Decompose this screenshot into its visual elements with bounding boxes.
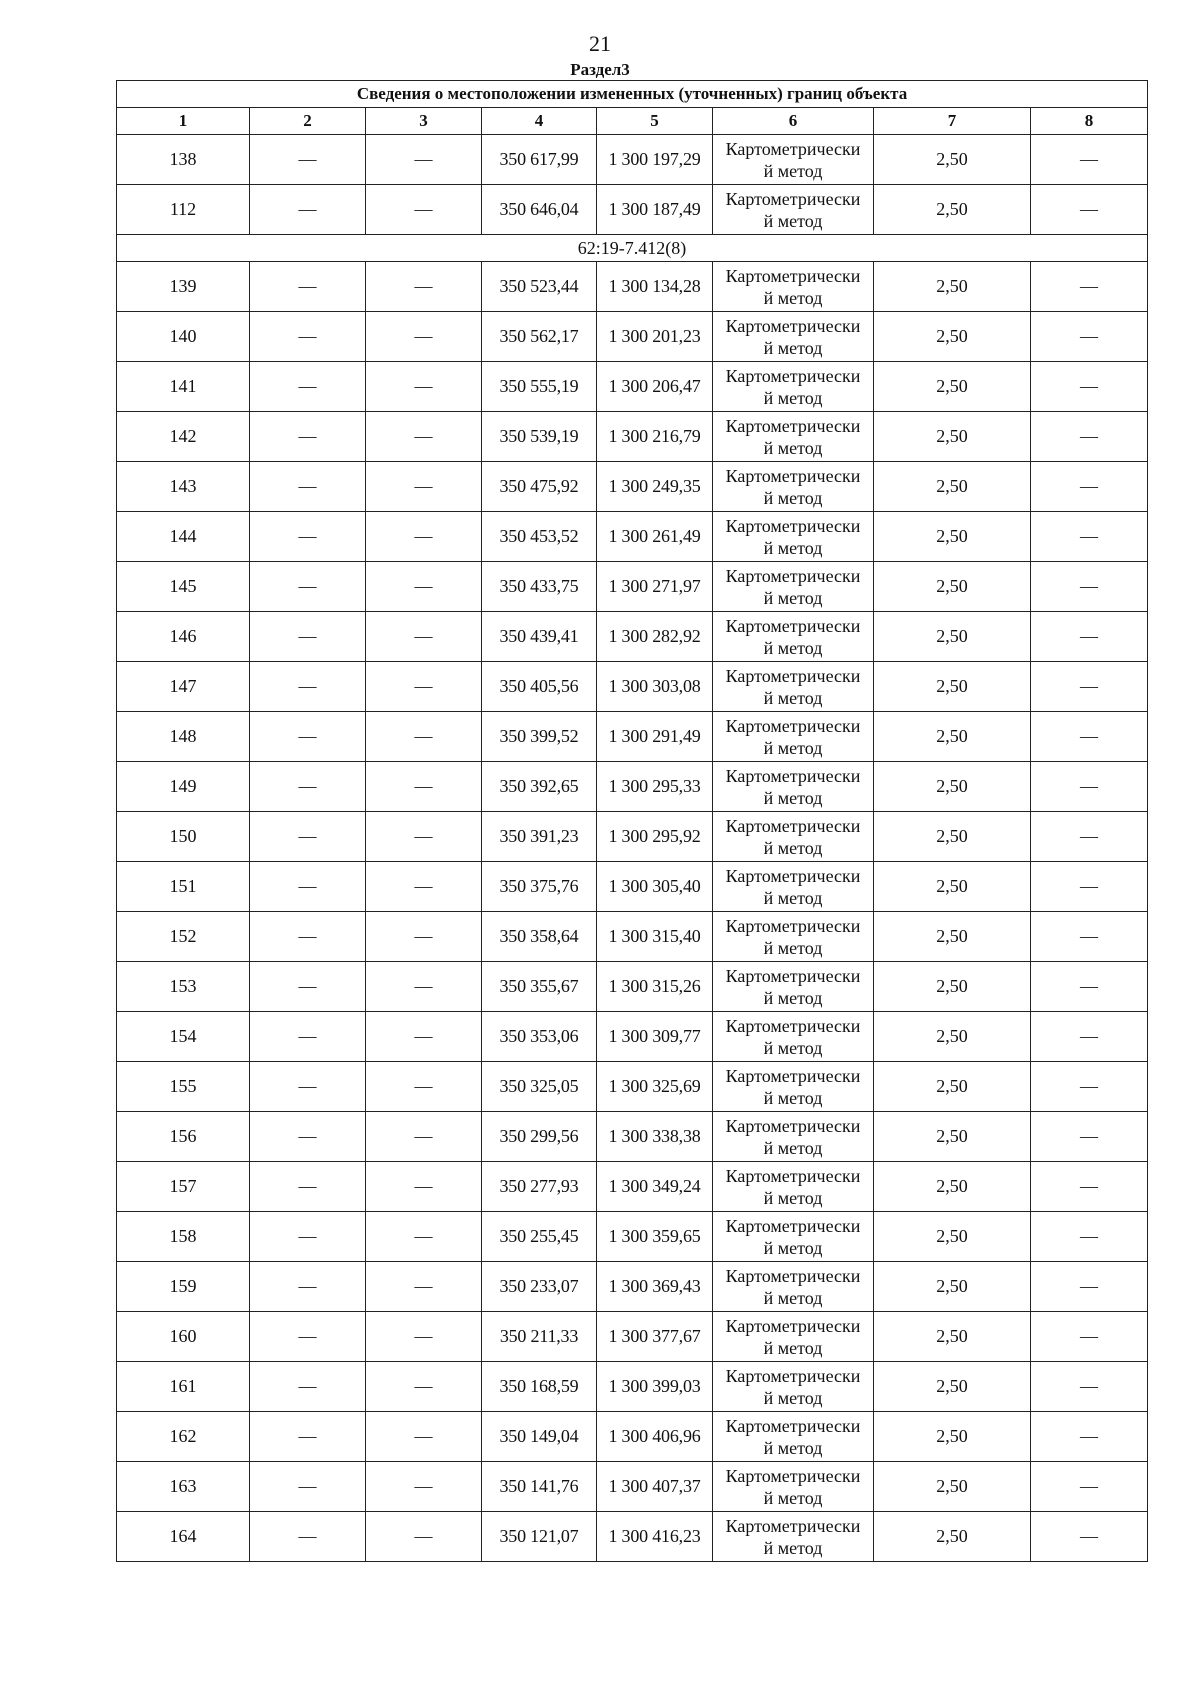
col2-cell: —: [250, 862, 366, 912]
x-coordinate-cell: 350 453,52: [482, 512, 597, 562]
y-coordinate-cell: 1 300 377,67: [597, 1312, 713, 1362]
method-cell: Картометрически й метод: [713, 862, 874, 912]
col2-cell: —: [250, 512, 366, 562]
x-coordinate-cell: 350 255,45: [482, 1212, 597, 1262]
column-header-row: [117, 108, 1148, 135]
method-cell: Картометрически й метод: [713, 712, 874, 762]
col2-cell: —: [250, 1362, 366, 1412]
y-coordinate-cell: 1 300 197,29: [597, 135, 713, 185]
y-coordinate-cell: 1 300 359,65: [597, 1212, 713, 1262]
y-coordinate-cell: 1 300 201,23: [597, 312, 713, 362]
col8-cell: —: [1031, 1112, 1148, 1162]
point-number-cell: 139: [117, 262, 250, 312]
col2-cell: —: [250, 1012, 366, 1062]
x-coordinate-cell: 350 353,06: [482, 1012, 597, 1062]
accuracy-cell: 2,50: [874, 1362, 1031, 1412]
x-coordinate-cell: 350 211,33: [482, 1312, 597, 1362]
x-coordinate-cell: 350 355,67: [482, 962, 597, 1012]
col8-cell: —: [1031, 1062, 1148, 1112]
accuracy-cell: 2,50: [874, 1012, 1031, 1062]
col2-cell: —: [250, 412, 366, 462]
method-cell: Картометрически й метод: [713, 135, 874, 185]
y-coordinate-cell: 1 300 134,28: [597, 262, 713, 312]
col3-cell: —: [366, 662, 482, 712]
point-number-cell: 138: [117, 135, 250, 185]
table-row: [117, 262, 1148, 312]
accuracy-cell: 2,50: [874, 462, 1031, 512]
point-number-cell: 148: [117, 712, 250, 762]
col3-cell: —: [366, 1112, 482, 1162]
accuracy-cell: 2,50: [874, 912, 1031, 962]
table-row: [117, 1512, 1148, 1562]
x-coordinate-cell: 350 439,41: [482, 612, 597, 662]
col8-cell: —: [1031, 862, 1148, 912]
table-row: [117, 1112, 1148, 1162]
point-number-cell: 157: [117, 1162, 250, 1212]
point-number-cell: 140: [117, 312, 250, 362]
table-row: [117, 362, 1148, 412]
col3-cell: —: [366, 362, 482, 412]
col8-cell: —: [1031, 1412, 1148, 1462]
method-cell: Картометрически й метод: [713, 1212, 874, 1262]
col2-cell: —: [250, 1412, 366, 1462]
table-row: [117, 1262, 1148, 1312]
col3-cell: —: [366, 1062, 482, 1112]
accuracy-cell: 2,50: [874, 512, 1031, 562]
col8-cell: —: [1031, 1512, 1148, 1562]
col8-cell: —: [1031, 512, 1148, 562]
col8-cell: —: [1031, 1212, 1148, 1262]
col3-cell: —: [366, 512, 482, 562]
col2-cell: —: [250, 135, 366, 185]
col2-cell: —: [250, 962, 366, 1012]
method-cell: Картометрически й метод: [713, 1462, 874, 1512]
col3-cell: —: [366, 1012, 482, 1062]
table-caption: Сведения о местоположении измененных (уточненных) границ объекта: [117, 81, 1148, 108]
col8-cell: —: [1031, 135, 1148, 185]
method-cell: Картометрически й метод: [713, 412, 874, 462]
accuracy-cell: 2,50: [874, 862, 1031, 912]
point-number-cell: 161: [117, 1362, 250, 1412]
col3-cell: —: [366, 312, 482, 362]
point-number-cell: 159: [117, 1262, 250, 1312]
x-coordinate-cell: 350 433,75: [482, 562, 597, 612]
y-coordinate-cell: 1 300 206,47: [597, 362, 713, 412]
table-row: [117, 1462, 1148, 1512]
table-row: [117, 412, 1148, 462]
col2-cell: —: [250, 185, 366, 235]
col3-cell: —: [366, 462, 482, 512]
table-row: [117, 1362, 1148, 1412]
page-number: 21: [589, 31, 611, 56]
y-coordinate-cell: 1 300 325,69: [597, 1062, 713, 1112]
col2-cell: —: [250, 662, 366, 712]
y-coordinate-cell: 1 300 309,77: [597, 1012, 713, 1062]
method-cell: Картометрически й метод: [713, 1162, 874, 1212]
accuracy-cell: 2,50: [874, 1262, 1031, 1312]
col8-cell: —: [1031, 1262, 1148, 1312]
col8-cell: —: [1031, 662, 1148, 712]
col2-cell: —: [250, 712, 366, 762]
table-row: [117, 312, 1148, 362]
col2-cell: —: [250, 1062, 366, 1112]
table-row: [117, 1212, 1148, 1262]
y-coordinate-cell: 1 300 271,97: [597, 562, 713, 612]
col2-cell: —: [250, 912, 366, 962]
method-cell: Картометрически й метод: [713, 762, 874, 812]
table-row: [117, 962, 1148, 1012]
y-coordinate-cell: 1 300 305,40: [597, 862, 713, 912]
table-row: [117, 762, 1148, 812]
col8-cell: —: [1031, 262, 1148, 312]
method-cell: Картометрически й метод: [713, 812, 874, 862]
method-cell: Картометрически й метод: [713, 612, 874, 662]
table-row: [117, 1312, 1148, 1362]
point-number-cell: 144: [117, 512, 250, 562]
method-cell: Картометрически й метод: [713, 1512, 874, 1562]
x-coordinate-cell: 350 168,59: [482, 1362, 597, 1412]
accuracy-cell: 2,50: [874, 812, 1031, 862]
y-coordinate-cell: 1 300 295,92: [597, 812, 713, 862]
col8-cell: —: [1031, 1362, 1148, 1412]
point-number-cell: 155: [117, 1062, 250, 1112]
y-coordinate-cell: 1 300 291,49: [597, 712, 713, 762]
column-header-4: 4: [482, 108, 597, 135]
table-row: [117, 185, 1148, 235]
accuracy-cell: 2,50: [874, 362, 1031, 412]
col3-cell: —: [366, 712, 482, 762]
x-coordinate-cell: 350 121,07: [482, 1512, 597, 1562]
method-cell: Картометрически й метод: [713, 1412, 874, 1462]
point-number-cell: 146: [117, 612, 250, 662]
table-row: [117, 862, 1148, 912]
accuracy-cell: 2,50: [874, 662, 1031, 712]
y-coordinate-cell: 1 300 338,38: [597, 1112, 713, 1162]
col3-cell: —: [366, 1412, 482, 1462]
accuracy-cell: 2,50: [874, 1312, 1031, 1362]
point-number-cell: 147: [117, 662, 250, 712]
col3-cell: —: [366, 562, 482, 612]
column-header-2: 2: [250, 108, 366, 135]
col3-cell: —: [366, 262, 482, 312]
method-cell: Картометрически й метод: [713, 1312, 874, 1362]
table-row: [117, 135, 1148, 185]
x-coordinate-cell: 350 391,23: [482, 812, 597, 862]
column-header-1: 1: [117, 108, 250, 135]
table-row: [117, 512, 1148, 562]
y-coordinate-cell: 1 300 315,40: [597, 912, 713, 962]
method-cell: Картометрически й метод: [713, 912, 874, 962]
accuracy-cell: 2,50: [874, 762, 1031, 812]
method-cell: Картометрически й метод: [713, 1062, 874, 1112]
point-number-cell: 156: [117, 1112, 250, 1162]
col3-cell: —: [366, 812, 482, 862]
accuracy-cell: 2,50: [874, 1112, 1031, 1162]
y-coordinate-cell: 1 300 295,33: [597, 762, 713, 812]
table-row: [117, 612, 1148, 662]
point-number-cell: 153: [117, 962, 250, 1012]
group-label: 62:19-7.412(8): [117, 235, 1148, 262]
point-number-cell: 158: [117, 1212, 250, 1262]
table-row: [117, 712, 1148, 762]
table-row: [117, 1012, 1148, 1062]
accuracy-cell: 2,50: [874, 262, 1031, 312]
col2-cell: —: [250, 462, 366, 512]
y-coordinate-cell: 1 300 249,35: [597, 462, 713, 512]
y-coordinate-cell: 1 300 349,24: [597, 1162, 713, 1212]
col3-cell: —: [366, 612, 482, 662]
col2-cell: —: [250, 1212, 366, 1262]
accuracy-cell: 2,50: [874, 1062, 1031, 1112]
col3-cell: —: [366, 962, 482, 1012]
x-coordinate-cell: 350 299,56: [482, 1112, 597, 1162]
point-number-cell: 149: [117, 762, 250, 812]
col8-cell: —: [1031, 312, 1148, 362]
point-number-cell: 152: [117, 912, 250, 962]
col8-cell: —: [1031, 762, 1148, 812]
method-cell: Картометрически й метод: [713, 362, 874, 412]
col2-cell: —: [250, 1512, 366, 1562]
accuracy-cell: 2,50: [874, 1162, 1031, 1212]
col8-cell: —: [1031, 1012, 1148, 1062]
col2-cell: —: [250, 812, 366, 862]
col8-cell: —: [1031, 962, 1148, 1012]
col3-cell: —: [366, 135, 482, 185]
table-body: [117, 135, 1148, 1562]
method-cell: Картометрически й метод: [713, 462, 874, 512]
col3-cell: —: [366, 412, 482, 462]
table-row: [117, 1062, 1148, 1112]
y-coordinate-cell: 1 300 187,49: [597, 185, 713, 235]
method-cell: Картометрически й метод: [713, 1262, 874, 1312]
table-row: [117, 1412, 1148, 1462]
col3-cell: —: [366, 862, 482, 912]
x-coordinate-cell: 350 358,64: [482, 912, 597, 962]
y-coordinate-cell: 1 300 407,37: [597, 1462, 713, 1512]
column-header-3: 3: [366, 108, 482, 135]
x-coordinate-cell: 350 539,19: [482, 412, 597, 462]
x-coordinate-cell: 350 392,65: [482, 762, 597, 812]
table-row: [117, 812, 1148, 862]
col3-cell: —: [366, 1162, 482, 1212]
point-number-cell: 145: [117, 562, 250, 612]
x-coordinate-cell: 350 149,04: [482, 1412, 597, 1462]
col8-cell: —: [1031, 562, 1148, 612]
col8-cell: —: [1031, 712, 1148, 762]
accuracy-cell: 2,50: [874, 562, 1031, 612]
x-coordinate-cell: 350 617,99: [482, 135, 597, 185]
col3-cell: —: [366, 912, 482, 962]
y-coordinate-cell: 1 300 399,03: [597, 1362, 713, 1412]
x-coordinate-cell: 350 562,17: [482, 312, 597, 362]
col3-cell: —: [366, 762, 482, 812]
method-cell: Картометрически й метод: [713, 1112, 874, 1162]
group-row: [117, 235, 1148, 262]
col2-cell: —: [250, 1112, 366, 1162]
section-title: Раздел3: [570, 60, 630, 79]
y-coordinate-cell: 1 300 261,49: [597, 512, 713, 562]
column-header-6: 6: [713, 108, 874, 135]
method-cell: Картометрически й метод: [713, 185, 874, 235]
table-row: [117, 662, 1148, 712]
y-coordinate-cell: 1 300 315,26: [597, 962, 713, 1012]
point-number-cell: 164: [117, 1512, 250, 1562]
x-coordinate-cell: 350 233,07: [482, 1262, 597, 1312]
accuracy-cell: 2,50: [874, 962, 1031, 1012]
point-number-cell: 142: [117, 412, 250, 462]
accuracy-cell: 2,50: [874, 1212, 1031, 1262]
col2-cell: —: [250, 262, 366, 312]
column-header-5: 5: [597, 108, 713, 135]
accuracy-cell: 2,50: [874, 412, 1031, 462]
col8-cell: —: [1031, 185, 1148, 235]
accuracy-cell: 2,50: [874, 1512, 1031, 1562]
col8-cell: —: [1031, 362, 1148, 412]
col3-cell: —: [366, 185, 482, 235]
col8-cell: —: [1031, 912, 1148, 962]
col8-cell: —: [1031, 1312, 1148, 1362]
accuracy-cell: 2,50: [874, 135, 1031, 185]
col2-cell: —: [250, 562, 366, 612]
x-coordinate-cell: 350 277,93: [482, 1162, 597, 1212]
x-coordinate-cell: 350 405,56: [482, 662, 597, 712]
point-number-cell: 141: [117, 362, 250, 412]
x-coordinate-cell: 350 523,44: [482, 262, 597, 312]
method-cell: Картометрически й метод: [713, 562, 874, 612]
point-number-cell: 163: [117, 1462, 250, 1512]
col3-cell: —: [366, 1462, 482, 1512]
y-coordinate-cell: 1 300 369,43: [597, 1262, 713, 1312]
col3-cell: —: [366, 1312, 482, 1362]
method-cell: Картометрически й метод: [713, 1012, 874, 1062]
method-cell: Картометрически й метод: [713, 1362, 874, 1412]
col2-cell: —: [250, 312, 366, 362]
point-number-cell: 160: [117, 1312, 250, 1362]
col2-cell: —: [250, 1262, 366, 1312]
col3-cell: —: [366, 1512, 482, 1562]
method-cell: Картометрически й метод: [713, 962, 874, 1012]
point-number-cell: 162: [117, 1412, 250, 1462]
col8-cell: —: [1031, 462, 1148, 512]
x-coordinate-cell: 350 141,76: [482, 1462, 597, 1512]
col2-cell: —: [250, 612, 366, 662]
col2-cell: —: [250, 762, 366, 812]
point-number-cell: 143: [117, 462, 250, 512]
accuracy-cell: 2,50: [874, 712, 1031, 762]
method-cell: Картометрически й метод: [713, 662, 874, 712]
col3-cell: —: [366, 1212, 482, 1262]
y-coordinate-cell: 1 300 282,92: [597, 612, 713, 662]
x-coordinate-cell: 350 375,76: [482, 862, 597, 912]
accuracy-cell: 2,50: [874, 312, 1031, 362]
x-coordinate-cell: 350 475,92: [482, 462, 597, 512]
accuracy-cell: 2,50: [874, 612, 1031, 662]
method-cell: Картометрически й метод: [713, 512, 874, 562]
y-coordinate-cell: 1 300 303,08: [597, 662, 713, 712]
point-number-cell: 112: [117, 185, 250, 235]
col2-cell: —: [250, 362, 366, 412]
col2-cell: —: [250, 1162, 366, 1212]
accuracy-cell: 2,50: [874, 185, 1031, 235]
col8-cell: —: [1031, 1462, 1148, 1512]
point-number-cell: 150: [117, 812, 250, 862]
table-row: [117, 912, 1148, 962]
y-coordinate-cell: 1 300 406,96: [597, 1412, 713, 1462]
col2-cell: —: [250, 1462, 366, 1512]
y-coordinate-cell: 1 300 216,79: [597, 412, 713, 462]
x-coordinate-cell: 350 646,04: [482, 185, 597, 235]
method-cell: Картометрически й метод: [713, 312, 874, 362]
col8-cell: —: [1031, 612, 1148, 662]
x-coordinate-cell: 350 555,19: [482, 362, 597, 412]
column-header-7: 7: [874, 108, 1031, 135]
table-caption-row: [117, 81, 1148, 108]
x-coordinate-cell: 350 325,05: [482, 1062, 597, 1112]
table-row: [117, 562, 1148, 612]
column-header-8: 8: [1031, 108, 1148, 135]
method-cell: Картометрически й метод: [713, 262, 874, 312]
col3-cell: —: [366, 1362, 482, 1412]
col8-cell: —: [1031, 412, 1148, 462]
y-coordinate-cell: 1 300 416,23: [597, 1512, 713, 1562]
point-number-cell: 154: [117, 1012, 250, 1062]
accuracy-cell: 2,50: [874, 1412, 1031, 1462]
col3-cell: —: [366, 1262, 482, 1312]
accuracy-cell: 2,50: [874, 1462, 1031, 1512]
table-row: [117, 462, 1148, 512]
table-row: [117, 1162, 1148, 1212]
point-number-cell: 151: [117, 862, 250, 912]
col2-cell: —: [250, 1312, 366, 1362]
col8-cell: —: [1031, 1162, 1148, 1212]
boundary-coordinates-table: [116, 80, 1148, 1562]
x-coordinate-cell: 350 399,52: [482, 712, 597, 762]
col8-cell: —: [1031, 812, 1148, 862]
